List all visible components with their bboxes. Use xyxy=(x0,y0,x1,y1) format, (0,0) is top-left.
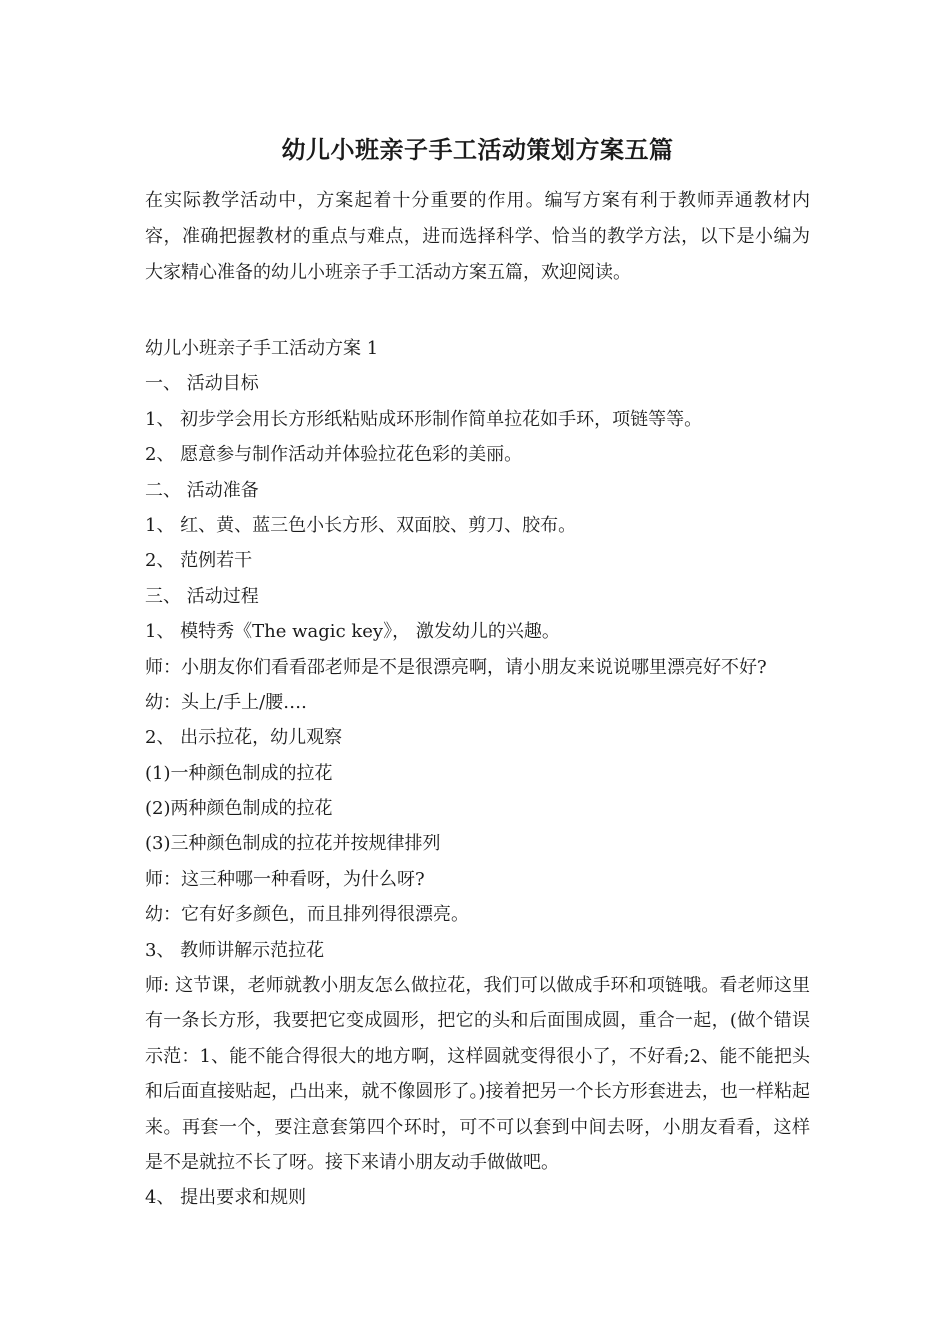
document-body xyxy=(145,331,810,1216)
text-line: 4、 提出要求和规则 xyxy=(145,1187,307,1209)
text-line: 二、 活动准备 xyxy=(145,479,259,501)
text-line: 2、 愿意参与制作活动并体验拉花色彩的美丽。 xyxy=(145,444,523,466)
text-line: 师：小朋友你们看看邵老师是不是很漂亮啊，请小朋友来说说哪里漂亮好不好? xyxy=(145,656,767,678)
text-line: 1、 初步学会用长方形纸粘贴成环形制作简单拉花如手环，项链等等。 xyxy=(145,408,703,430)
document-title: 幼儿小班亲子手工活动策划方案五篇 xyxy=(281,135,674,164)
text-line: (1)一种颜色制成的拉花 xyxy=(145,762,333,784)
text-line: 幼：头上/手上/腰…. xyxy=(145,691,307,713)
text-line: 2、 范例若干 xyxy=(145,550,253,572)
text-line: (3)三种颜色制成的拉花并按规律排列 xyxy=(145,833,441,855)
text-line: 1、 红、黄、蓝三色小长方形、双面胶、剪刀、胶布。 xyxy=(145,514,577,536)
text-line: 3、 教师讲解示范拉花 xyxy=(145,939,325,961)
section-heading: 幼儿小班亲子手工活动方案 1 xyxy=(145,338,379,359)
text-line: 师：这三种哪一种看呀，为什么呀? xyxy=(145,868,425,890)
body-paragraph: 师: 这节课，老师就教小朋友怎么做拉花，我们可以做成手环和项链哦。看老师这里有一条长方形，我要把它变成圆形，把它的头和后面围成圆，重合一起，(做个错误示范：1、能不能合得很大的地方啊，这样圆就变得很小了，不好看;2、能不能把头和后面直接贴起，凸出来，就不像圆形了。)接着把另一个长方形套进去，也一样粘起来。再套一个，要注意套第四个环时，可不可以套到中间去呀，小朋友看看，这样是不是就拉不长了呀。接下来请小朋友动手做做吧。 xyxy=(145,975,810,1174)
text-line: 一、 活动目标 xyxy=(145,373,259,395)
intro-paragraph: 在实际教学活动中，方案起着十分重要的作用。编写方案有利于教师弄通教材内容，准确把握教材的重点与难点，进而选择科学、恰当的教学方法，以下是小编为大家精心准备的幼儿小班亲子手工活动方案五篇，欢迎阅读。 xyxy=(145,190,810,283)
text-line: 1、 模特秀《The wagic key》， 激发幼儿的兴趣。 xyxy=(145,621,560,643)
text-line: 幼：它有好多颜色，而且排列得很漂亮。 xyxy=(145,904,469,926)
text-line: 三、 活动过程 xyxy=(145,585,259,607)
text-line: 2、 出示拉花，幼儿观察 xyxy=(145,727,343,749)
text-line: (2)两种颜色制成的拉花 xyxy=(145,798,333,820)
